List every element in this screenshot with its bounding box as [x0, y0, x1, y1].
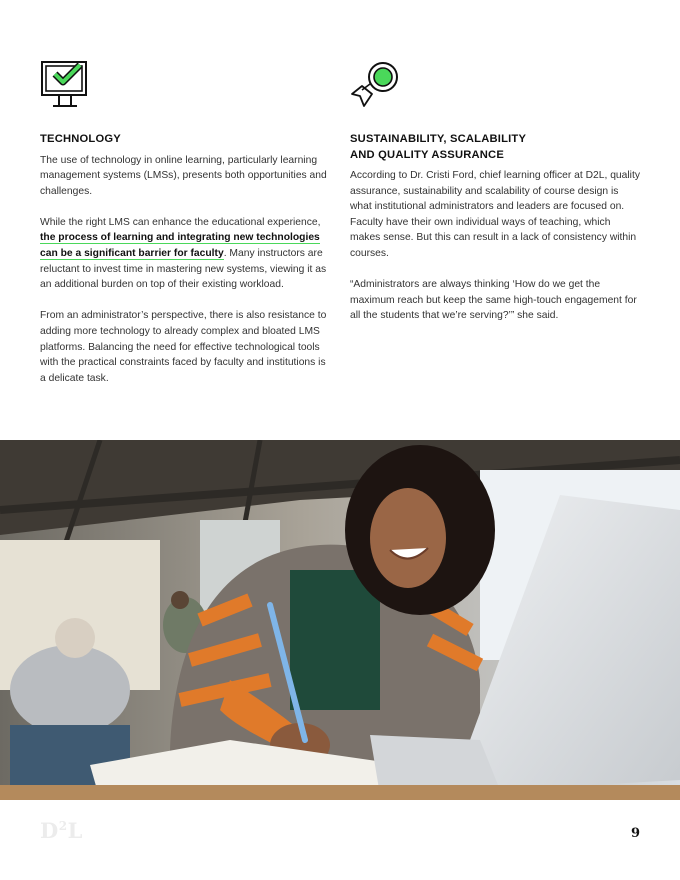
- heading-line-1: SUSTAINABILITY, SCALABILITY: [350, 133, 527, 145]
- award-ribbon-icon: [350, 60, 642, 110]
- paragraph-2-rest: . Many instructors are reluctant to invest time in mastering new systems, viewing it as an additional burden on top of their existing workload.: [40, 248, 327, 291]
- technology-column: [40, 60, 332, 402]
- d2l-logo: [40, 818, 83, 843]
- sustainability-column: [350, 60, 642, 340]
- page-number: 9: [630, 826, 640, 841]
- technology-paragraph-1: The use of technology in online learning, particularly learning management systems (LMSs), presents both opportunities and challenges.: [40, 154, 327, 197]
- technology-paragraph-2: [40, 215, 332, 293]
- highlighted-quote: the process of learning and integrating new technologies can be a significant barrier for faculty: [40, 232, 320, 260]
- sustainability-paragraph-1: According to Dr. Cristi Ford, chief learning officer at D2L, quality assurance, sustainability and scalability of course design is what institutional administrators and leaders are focused on. Faculty have their own individual ways of teaching, which makes sense. But this can result in a lack of consistency within courses.: [350, 170, 640, 259]
- heading-line-2: AND QUALITY ASSURANCE: [350, 148, 504, 161]
- student-writing-at-laptop-photo: [0, 440, 680, 800]
- logo-letter-l: L: [67, 818, 83, 843]
- logo-superscript: 2: [58, 819, 68, 833]
- sustainability-quote: “Administrators are always thinking ‘How do we get the maximum reach but keep the same high-touch engagement for all the students that we’re serving?’” she said.: [350, 279, 637, 322]
- technology-paragraph-3: From an administrator’s perspective, there is also resistance to adding more technology to already complex and bloated LMS platforms. Balancing the need for effective technological tools with the practical constraints faced by faculty and institutions is a delicate task.: [40, 310, 327, 384]
- sustainability-heading: [350, 132, 642, 163]
- monitor-checkmark-icon: [40, 60, 332, 110]
- technology-heading: TECHNOLOGY: [40, 133, 121, 145]
- paragraph-2-intro: While the right LMS can enhance the educational experience,: [40, 216, 321, 228]
- logo-letter-d: D: [40, 818, 59, 843]
